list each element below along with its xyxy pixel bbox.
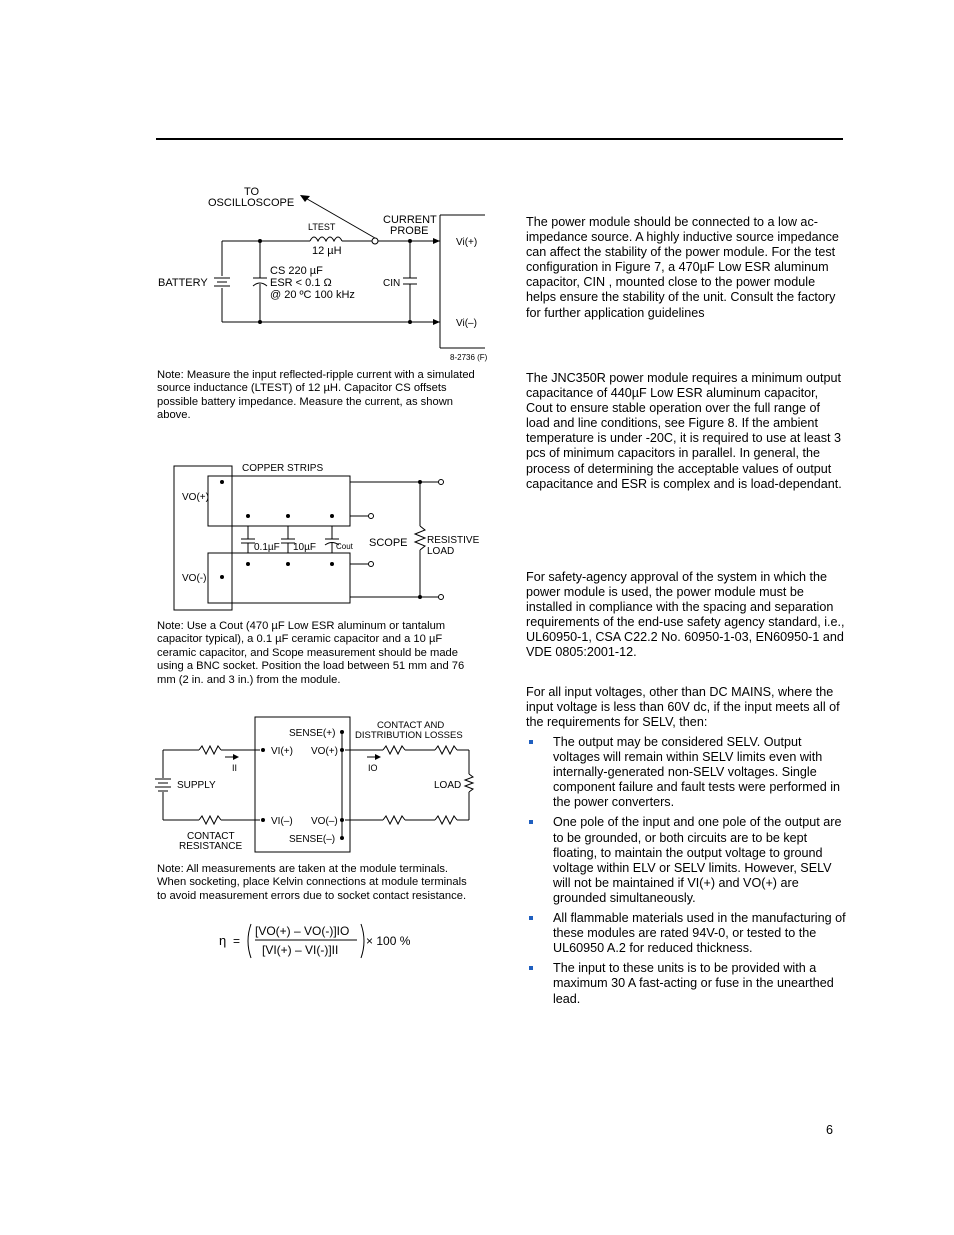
- paragraph-input-source-impedance: The power module should be connected to a low ac-impedance source. A highly inductive source impedance can affect the stability of the power module. For the test configuration in Figure 7, a 470µF Low ESR aluminum capacitor, CIN , mounted close to the power module helps ensure the stability of the unit. Consult the factory for further application guidelines: [526, 215, 839, 320]
- label-copper-strips: COPPER STRIPS: [242, 463, 324, 474]
- label-ltest: LTEST: [308, 222, 336, 232]
- label-temp-freq: @ 20 ºC 100 kHz: [270, 289, 355, 301]
- bullet-square-icon: [529, 966, 533, 970]
- figure-efficiency-setup: [155, 714, 480, 859]
- efficiency-formula: [215, 918, 425, 963]
- bullet-square-icon: [529, 916, 533, 920]
- formula-equals: =: [233, 934, 241, 948]
- output-ripple-diagram: [170, 460, 490, 615]
- formula-times-100: × 100 %: [366, 934, 411, 948]
- bullet-square-icon: [529, 820, 533, 824]
- label-esr: ESR < 0.1 Ω: [270, 277, 332, 289]
- label-cap-10uf: 10µF: [293, 542, 316, 553]
- label-figure-code: 8-2736 (F): [450, 353, 488, 362]
- label-to: TO: [244, 186, 260, 198]
- label-io: IO: [368, 763, 378, 773]
- label-load: LOAD: [427, 546, 455, 557]
- figure-output-ripple: [170, 460, 490, 615]
- note-figure-1: Note: Measure the input reflected-ripple current with a simulated source inductance (LTEST) of 12 µH. Capacitor CS offsets possible battery impedance. Measure the current, as shown above.: [157, 369, 475, 422]
- label-current: CURRENT: [383, 214, 437, 226]
- label-vo-plus: VO(+): [182, 492, 209, 503]
- label-vi-plus: Vi(+): [456, 237, 478, 248]
- label-sense-plus: SENSE(+): [289, 728, 336, 739]
- label-sense-minus: SENSE(–): [289, 834, 336, 845]
- bullet-item: [526, 911, 846, 956]
- label-cap-cout: Cout: [336, 542, 353, 551]
- formula-numerator: [VO(+) – VO(-)]IO: [255, 924, 350, 938]
- paragraph-selv-intro: For all input voltages, other than DC MAINS, where the input voltage is less than 60V dc, if the input meets all of the requirements for SELV, then:: [526, 685, 840, 730]
- label-vo-minus: VO(–): [311, 816, 338, 827]
- label-cs: CS 220 µF: [270, 265, 323, 277]
- page-number: 6: [826, 1123, 834, 1137]
- label-vi-minus: Vi(–): [456, 318, 477, 329]
- bullet-text: All flammable materials used in the manufacturing of these modules are rated 94V-0, or tested to the UL60950 A.2 for reduced thickness.: [553, 911, 846, 956]
- label-vo-plus: VO(+): [311, 746, 338, 757]
- label-probe: PROBE: [390, 225, 429, 237]
- paragraph-safety-considerations: For safety-agency approval of the system in which the power module is used, the power module must be installed in compliance with the spacing and separation requirements of the end-use safety agency standard, i.e., UL60950-1, CSA C22.2 No. 60950-1-03, EN60950-1 and VDE 0805:2001-12.: [526, 570, 845, 660]
- label-oscilloscope: OSCILLOSCOPE: [208, 197, 295, 209]
- formula-graphic: [215, 918, 425, 963]
- label-resistance: RESISTANCE: [179, 841, 243, 852]
- label-battery: BATTERY: [158, 277, 208, 289]
- label-contact-and: CONTACT AND: [377, 720, 445, 731]
- label-vi-plus: VI(+): [271, 746, 293, 757]
- paragraph-output-capacitance: The JNC350R power module requires a minimum output capacitance of 440µF Low ESR aluminum capacitor, Cout to ensure stable operation over the full range of load and line conditions, see Figure 8. If the ambient temperature is under -20C, it is required to use at least 3 pcs of minimum capacitors in parallel. In general, the process of determining the acceptable values of output capacitance and ESR is complex and is load-dependant.: [526, 371, 842, 491]
- label-vi-minus: VI(–): [271, 816, 293, 827]
- bullet-text: One pole of the input and one pole of the output are to be grounded, or both circuits are to be kept floating, to maintain the output voltage to ground voltage within ELV or SELV limits. However, SELV will not be maintained if VI(+) and VO(+) are grounded simultaneously.: [553, 815, 842, 905]
- formula-eta: η: [219, 933, 227, 948]
- label-vo-minus: VO(-): [182, 573, 207, 584]
- label-resistive: RESISTIVE: [427, 535, 480, 546]
- label-scope: SCOPE: [369, 537, 408, 549]
- label-ii: II: [232, 763, 238, 773]
- figure-input-ripple: [150, 180, 495, 365]
- label-cap-0p1uf: 0.1µF: [254, 542, 280, 553]
- label-cin: CIN: [383, 278, 401, 289]
- input-ripple-diagram: [150, 180, 495, 365]
- bullet-text: The input to these units is to be provided with a maximum 30 A fast-acting or fuse in the unearthed lead.: [553, 961, 834, 1006]
- bullet-item: [526, 735, 846, 810]
- selv-bullet-list: [526, 735, 846, 1012]
- arrow-head-icon: [300, 195, 310, 202]
- header-rule: [156, 138, 843, 140]
- efficiency-diagram: [155, 714, 480, 859]
- label-inductance: 12 µH: [312, 245, 342, 257]
- bullet-item: [526, 961, 846, 1006]
- label-supply: SUPPLY: [177, 780, 216, 791]
- formula-denominator: [VI(+) – VI(-)]II: [262, 943, 339, 957]
- label-distribution-losses: DISTRIBUTION LOSSES: [355, 730, 463, 741]
- note-figure-2: Note: Use a Cout (470 µF Low ESR aluminum or tantalum capacitor typical), a 0.1 µF ceramic capacitor and a 10 µF ceramic capacitor, and Scope measurement should be made using a BNC socket. Position the load between 51 mm and 76 mm (2 in. and 3 in.) from the module.: [157, 620, 465, 686]
- note-figure-3: Note: All measurements are taken at the module terminals. When socketing, place Kelvin connections at module terminals to avoid measurement errors due to socket contact resistance.: [157, 863, 467, 902]
- bullet-square-icon: [529, 740, 533, 744]
- label-contact: CONTACT: [187, 831, 235, 842]
- bullet-text: The output may be considered SELV. Output voltages will remain within SELV limits even with internally-generated non-SELV voltages. Single component failure and fault tests were performed in the power converters.: [553, 735, 841, 810]
- bullet-item: [526, 815, 846, 906]
- label-load: LOAD: [434, 780, 462, 791]
